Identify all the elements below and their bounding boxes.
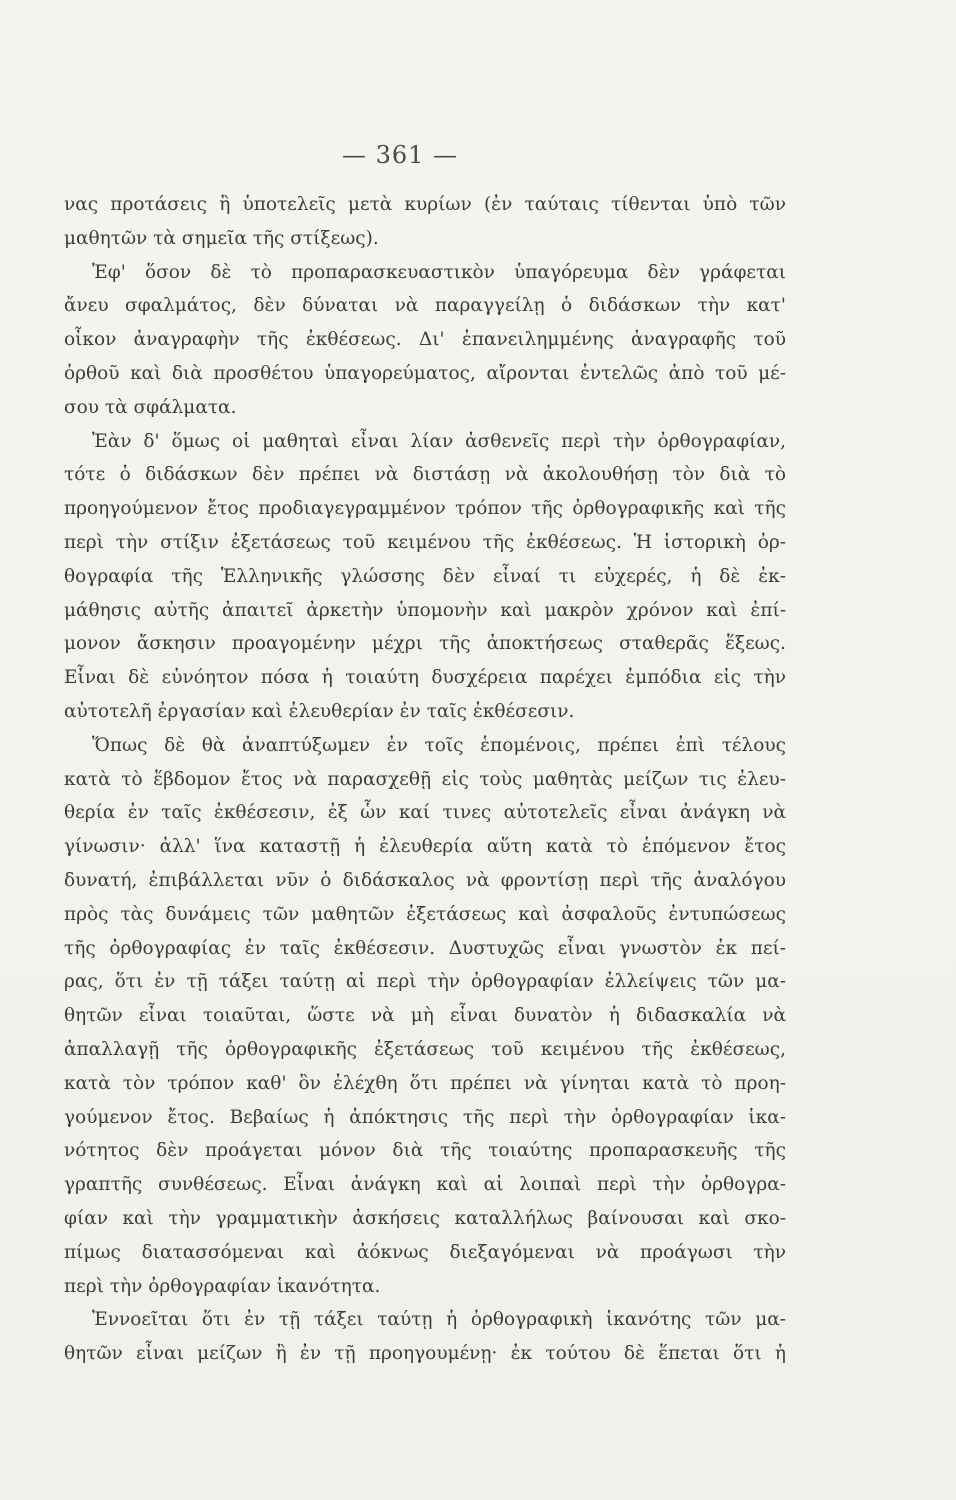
text-line: γίνωσιν· ἀλλ' ἵνα καταστῇ ἡ ἐλευθερία αὕτη κατὰ τὸ ἑπόμενον ἔτος (64, 836, 786, 858)
text-line: θητῶν εἶναι τοιαῦται, ὥστε νὰ μὴ εἶναι δυνατὸν ἡ διδασκαλία νὰ (64, 1005, 786, 1027)
text-line: σου τὰ σφάλματα. (64, 396, 237, 418)
text-line: Ἐφ' ὅσον δὲ τὸ προπαρασκευαστικὸν ὑπαγόρευμα δὲν γράφεται (92, 261, 786, 283)
text-line: ρας, ὅτι ἐν τῇ τάξει ταύτῃ αἱ περὶ τὴν ὀρθογραφίαν ἐλλείψεις τῶν μα- (64, 971, 786, 993)
text-line: γραπτῆς συνθέσεως. Εἶναι ἀνάγκη καὶ αἱ λοιπαὶ περὶ τὴν ὀρθογρα- (64, 1174, 786, 1196)
text-line: θητῶν εἶναι μείζων ἢ ἐν τῇ προηγουμένῃ· ἐκ τούτου δὲ ἕπεται ὅτι ἡ (64, 1343, 786, 1365)
text-line: νότητος δὲν προάγεται μόνον διὰ τῆς τοιαύτης προπαρασκευῆς τῆς (64, 1140, 786, 1162)
text-line: Ἐννοεῖται ὅτι ἐν τῇ τάξει ταύτῃ ἡ ὀρθογραφικὴ ἱκανότης τῶν μα- (92, 1309, 786, 1331)
text-line: Ὅπως δὲ θὰ ἀναπτύξωμεν ἐν τοῖς ἑπομένοις, πρέπει ἐπὶ τέλους (92, 734, 786, 756)
text-line: αὐτοτελῆ ἐργασίαν καὶ ἐλευθερίαν ἐν ταῖς ἐκθέσεσιν. (64, 700, 575, 722)
text-line: πίμως διατασσόμεναι καὶ ἀόκνως διεξαγόμεναι νὰ προάγωσι τὴν (64, 1241, 786, 1263)
text-line: μαθητῶν τὰ σημεῖα τῆς στίξεως). (64, 227, 379, 249)
text-line: νας προτάσεις ἢ ὑποτελεῖς μετὰ κυρίων (ἐν ταύταις τίθενται ὑπὸ τῶν (64, 194, 786, 215)
text-line: περὶ τὴν στίξιν ἐξετάσεως τοῦ κειμένου τῆς ἐκθέσεως. Ἡ ἱστορικὴ ὀρ- (64, 531, 786, 553)
text-line: τῆς ὀρθογραφίας ἐν ταῖς ἐκθέσεσιν. Δυστυχῶς εἶναι γνωστὸν ἐκ πεί- (64, 937, 786, 959)
text-line: θογραφία τῆς Ἑλληνικῆς γλώσσης δὲν εἶναί τι εὐχερές, ἡ δὲ ἐκ- (64, 565, 786, 587)
text-line: ἀπαλλαγῇ τῆς ὀρθογραφικῆς ἐξετάσεως τοῦ κειμένου τῆς ἐκθέσεως, (64, 1038, 786, 1060)
text-line: φίαν καὶ τὴν γραμματικὴν ἀσκήσεις καταλλήλως βαίνουσαι καὶ σκο- (64, 1207, 786, 1229)
text-line: δυνατή, ἐπιβάλλεται νῦν ὁ διδάσκαλος νὰ φροντίσῃ περὶ τῆς ἀναλόγου (64, 869, 786, 891)
text-line: κατὰ τὸν τρόπον καθ' ὃν ἐλέχθη ὅτι πρέπει νὰ γίνηται κατὰ τὸ προη- (64, 1072, 786, 1094)
text-line: μονον ἄσκησιν προαγομένην μέχρι τῆς ἀποκτήσεως σταθερᾶς ἕξεως. (64, 633, 786, 655)
text-line: Εἶναι δὲ εὐνόητον πόσα ἡ τοιαύτη δυσχέρεια παρέχει ἐμπόδια εἰς τὴν (64, 667, 786, 689)
page-number: — 361 — (341, 141, 459, 169)
text-line: ὀρθοῦ καὶ διὰ προσθέτου ὑπαγορεύματος, αἴρονται ἐντελῶς ἀπὸ τοῦ μέ- (64, 362, 786, 384)
text-line: Ἐὰν δ' ὅμως οἱ μαθηταὶ εἶναι λίαν ἀσθενεῖς περὶ τὴν ὀρθογραφίαν, (92, 430, 786, 452)
text-line: περὶ τὴν ὀρθογραφίαν ἱκανότητα. (64, 1275, 381, 1297)
text-line: κατὰ τὸ ἕβδομον ἔτος νὰ παρασχεθῇ εἰς τοὺς μαθητὰς μείζων τις ἐλευ- (64, 768, 786, 790)
body-text (64, 188, 786, 1371)
text-line: πρὸς τὰς δυνάμεις τῶν μαθητῶν ἐξετάσεως καὶ ἀσφαλοῦς ἐντυπώσεως (64, 903, 786, 925)
text-line: οἶκον ἀναγραφὴν τῆς ἐκθέσεως. Δι' ἐπανειλημμένης ἀναγραφῆς τοῦ (64, 329, 786, 351)
text-line: προηγούμενον ἔτος προδιαγεγραμμένον τρόπον τῆς ὀρθογραφικῆς καὶ τῆς (64, 498, 786, 520)
text-line: ἄνευ σφαλμάτος, δὲν δύναται νὰ παραγγείλῃ ὁ διδάσκων τὴν κατ' (64, 295, 786, 317)
text-line: γούμενον ἔτος. Βεβαίως ἡ ἀπόκτησις τῆς περὶ τὴν ὀρθογραφίαν ἱκα- (64, 1106, 786, 1128)
text-line: θερία ἐν ταῖς ἐκθέσεσιν, ἐξ ὧν καί τινες αὐτοτελεῖς εἶναι ἀνάγκη νὰ (64, 802, 786, 824)
text-line: μάθησις αὐτῆς ἀπαιτεῖ ἀρκετὴν ὑπομονὴν καὶ μακρὸν χρόνον καὶ ἐπί- (64, 599, 786, 621)
text-line: τότε ὁ διδάσκων δὲν πρέπει νὰ διστάσῃ νὰ ἀκολουθήσῃ τὸν διὰ τὸ (64, 464, 786, 486)
